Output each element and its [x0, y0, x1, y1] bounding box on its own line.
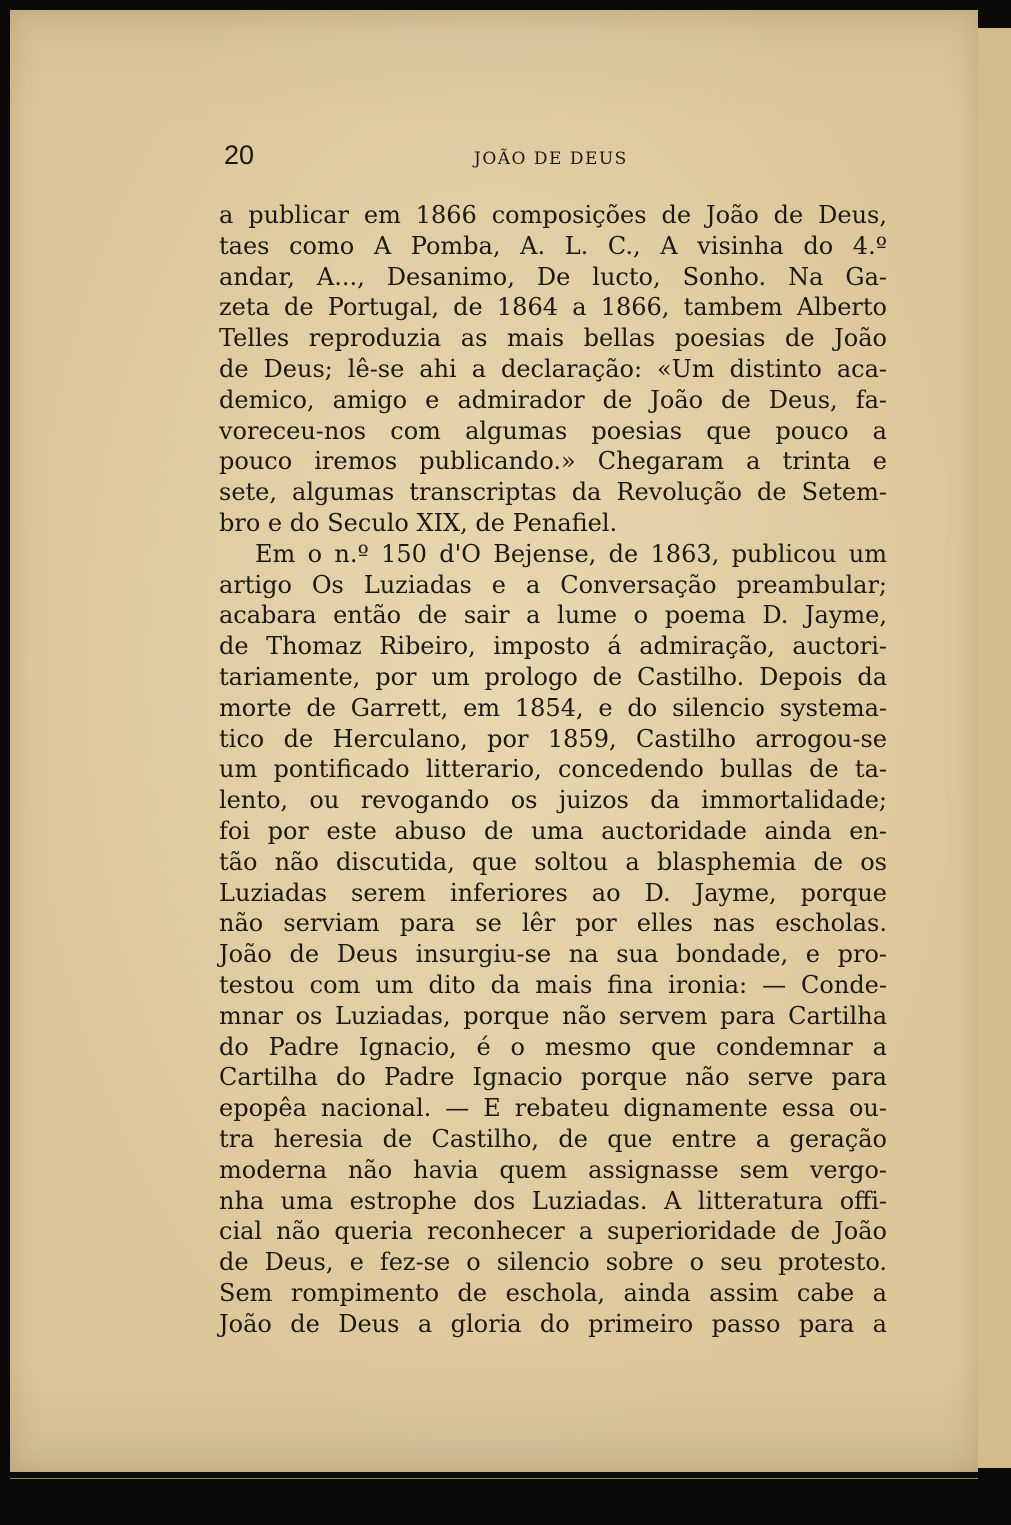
text-line-13: artigo Os Luziadas e a Conversação preambular;	[219, 570, 887, 599]
text-line-34: cial não queria reconhecer a superioridade de João	[219, 1217, 887, 1246]
text-line-6: de Deus; lê-se ahi a declaração: «Um distinto aca-	[219, 354, 887, 383]
text-line-22: tão não discutida, que soltou a blasphemia de os	[219, 847, 887, 876]
text-line-26: testou com um dito da mais fina ironia: — Conde-	[219, 970, 887, 999]
text-line-8: voreceu-nos com algumas poesias que pouco a	[219, 416, 887, 445]
text-line-23: Luziadas serem inferiores ao D. Jayme, porque	[219, 878, 887, 907]
running-header	[224, 140, 884, 180]
text-line-24: não serviam para se lêr por elles nas escholas.	[219, 909, 887, 938]
text-line-28: do Padre Ignacio, é o mesmo que condemnar a	[219, 1032, 887, 1061]
text-line-15: de Thomaz Ribeiro, imposto á admiração, auctori-	[219, 632, 887, 661]
text-line-7: demico, amigo e admirador de João de Deus, fa-	[219, 385, 887, 414]
next-page-edge	[975, 28, 1011, 1468]
text-line-16: tariamente, por um prologo de Castilho. Depois da	[219, 662, 887, 691]
text-line-11: bro e do Seculo XIX, de Penafiel.	[219, 508, 618, 537]
text-line-12: Em o n.º 150 d'O Bejense, de 1863, publicou um	[255, 539, 887, 568]
text-line-21: foi por este abuso de uma auctoridade ainda en-	[219, 816, 887, 845]
text-line-32: moderna não havia quem assignasse sem vergo-	[219, 1155, 887, 1184]
text-line-27: mnar os Luziadas, porque não servem para Cartilha	[219, 1001, 887, 1030]
text-line-36: Sem rompimento de eschola, ainda assim cabe a	[219, 1278, 887, 1307]
text-line-31: tra heresia de Castilho, de que entre a geração	[219, 1124, 887, 1153]
body-text	[219, 200, 887, 1339]
text-line-3: andar, A..., Desanimo, De lucto, Sonho. Na Ga-	[219, 262, 887, 291]
text-line-20: lento, ou revogando os juizos da immortalidade;	[219, 786, 887, 815]
page-number: 20	[224, 140, 255, 170]
page-bottom-edge	[10, 1478, 978, 1479]
text-line-4: zeta de Portugal, de 1864 a 1866, tambem Alberto	[219, 293, 887, 322]
text-line-2: taes como A Pomba, A. L. C., A visinha do 4.º	[219, 231, 887, 260]
text-line-37: João de Deus a gloria do primeiro passo para a	[219, 1309, 887, 1338]
text-line-17: morte de Garrett, em 1854, e do silencio systema-	[219, 693, 887, 722]
text-line-19: um pontificado litterario, concedendo bullas de ta-	[219, 755, 887, 784]
text-line-25: João de Deus insurgiu-se na sua bondade, e pro-	[219, 940, 887, 969]
text-line-14: acabara então de sair a lume o poema D. Jayme,	[219, 601, 887, 630]
text-line-18: tico de Herculano, por 1859, Castilho arrogou-se	[219, 724, 887, 753]
text-line-33: nha uma estrophe dos Luziadas. A litteratura offi-	[219, 1186, 887, 1215]
text-line-29: Cartilha do Padre Ignacio porque não serve para	[219, 1063, 887, 1092]
text-line-10: sete, algumas transcriptas da Revolução de Setem-	[219, 478, 887, 507]
text-line-1: a publicar em 1866 composições de João de Deus,	[219, 201, 887, 229]
text-line-30: epopêa nacional. — E rebateu dignamente essa ou-	[219, 1094, 887, 1123]
text-line-5: Telles reproduzia as mais bellas poesias de João	[219, 324, 887, 353]
text-line-35: de Deus, e fez-se o silencio sobre o seu protesto.	[219, 1248, 887, 1277]
running-title: JOÃO DE DEUS	[474, 149, 628, 169]
text-line-9: pouco iremos publicando.» Chegaram a trinta e	[219, 447, 887, 476]
